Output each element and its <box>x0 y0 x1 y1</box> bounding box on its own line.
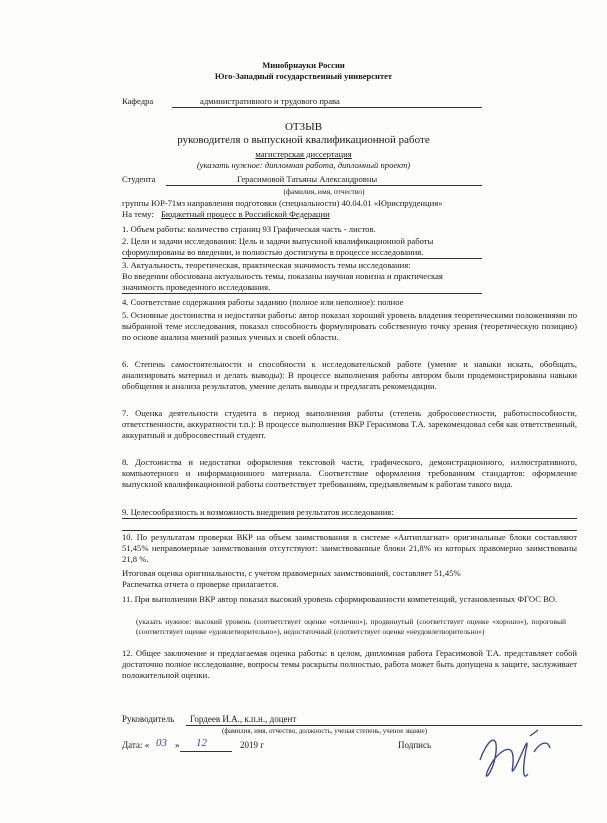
date-day: 03 <box>156 737 167 749</box>
dept-value: административного и трудового права <box>200 96 340 106</box>
ministry-name: Минобрнауки России <box>262 60 345 70</box>
item-goals-2: сформулированы во введении, и полностью достигнуты в процессе исследования. <box>122 247 424 257</box>
signature-icon <box>468 722 558 792</box>
doc-title: ОТЗЫВ <box>284 121 323 133</box>
goals-underline <box>122 258 482 259</box>
supervisor-value: Гордеев И.А., к.п.н., доцент <box>190 714 297 724</box>
student-hint: (фамилия, имя, отчество) <box>283 187 365 196</box>
item-volume: 1. Объем работы: количество страниц 93 Графическая часть - листов. <box>122 224 376 234</box>
date-label: Дата: « <box>122 740 150 750</box>
item-originality: Итоговая оценка оригинальности, с учетом правомерных заимствований, составляет 51,45% <box>122 568 461 578</box>
date-month-underline <box>180 751 232 752</box>
supervisor-label: Руководитель <box>122 714 175 724</box>
signature-label: Подпись <box>398 740 432 750</box>
item-antiplagiat: 10. По результатам проверки ВКР на объем заимствования в системе «Антиплагиат» оригинальные блоки составляют 51,45% неправомерные заимствования отсутствуют: заимствованные блоки 21,8% из которых правомерно заимствованы 21,8 %. <box>122 532 577 564</box>
item-conclusion: 12. Общее заключение и предлагаемая оценка работы: в целом, дипломная работа Герасимовой Т.А. представляет собой достаточно полное исследование, вопросы темы раскрыты полностью, работа может быть допущена к защите, заслуживает положительной оценки. <box>122 648 577 680</box>
item-independence: 6. Степень самостоятельности и способности к исследовательской работе (умение и навыки искать, обобщать, анализировать материал и делать выводы): В процессе выполнения работы автором были продемонстрированы навыки обобщения и анализа результатов, умение делать выводы и предлагать рекомендации. <box>122 359 577 391</box>
item-implementation: 9. Целесообразность и возможность внедрения результатов исследования: <box>122 507 394 517</box>
date-month: 12 <box>196 737 207 749</box>
item-relevance-3: значимость проведенного исследования. <box>122 282 271 292</box>
implementation-underline <box>122 518 577 519</box>
item-merits: 5. Основные достоинства и недостатки работы: автор показал хороший уровень владения теоретическими положениями по выбранной теме исследования, показал способность формулировать собственную точку зрения (теоретическую позицию) по основе анализа мнений разных ученых и своей области. <box>122 310 577 342</box>
work-type-hint: (указать нужное: дипломная работа, дипломный проект) <box>196 160 411 170</box>
item-relevance-1: 3. Актуальность, теоретическая, практическая значимость темы исследования: <box>122 260 411 270</box>
item-report: Распечатка отчета о проверке прилагается. <box>122 579 279 589</box>
university-name: Юго-Западный государственный университет <box>214 71 393 81</box>
supervisor-hint: (фамилия, имя, отчество, должность, ученая степень, ученое звание) <box>222 727 428 735</box>
item-formatting: 8. Достоинства и недостатки оформления текстовой части, графического, демонстрационного, иллюстративного, компьютерного и информационного материала. Соответствие оформления требованиям стандартов: оформление выпускной квалификационной работы соответствует требованиям, предъявляемым к работам такого вида. <box>122 457 577 489</box>
doc-subtitle: руководителя о выпускной квалификационной работе <box>177 134 430 146</box>
student-value: Герасимовой Татьяны Александровны <box>237 174 378 184</box>
topic-label: На тему: <box>122 209 154 219</box>
item-activity: 7. Оценка деятельности студента в период выполнения работы (степень добросовестности, работоспособности, ответственности, аккуратности т.п.): В процессе выполнения ВКР Герасимова Т.А. зарекомендовал себя как ответственный, аккуратный и добросовестный студент. <box>122 408 577 440</box>
date-year: 2019 г <box>240 740 264 750</box>
topic-value: Бюджетный процесс в Российской Федерации <box>161 209 330 219</box>
implementation-underline-2 <box>122 530 577 531</box>
date-mid: » <box>175 740 180 750</box>
item-competence-hint: (указать нужное: высокий уровень (соответствует оценке «отлично»), продвинутый (соответствует оценке «хорошо»), пороговый (соответствует оценке «удовлетворительно»), недостаточный (соответствует оценке «неудовлетворительно») <box>136 617 566 636</box>
item-competence: 11. При выполнении ВКР автор показал высокий уровень сформированности компетенций, установленных ФГОС ВО. <box>122 594 558 604</box>
item-compliance: 4. Соответствие содержания работы заданию (полное или неполное): полное <box>122 297 404 307</box>
dept-label: Кафедра <box>122 96 154 106</box>
dept-underline <box>172 107 482 108</box>
student-label: Студента <box>122 174 156 184</box>
item-goals-1: 2. Цели и задачи исследования: Цель и задачи выпускной квалификационной работы <box>122 236 434 246</box>
work-type: магистерская диссертация <box>255 149 352 159</box>
relevance-underline <box>122 293 482 294</box>
item-relevance-2: Во введении обоснована актуальность темы, показаны научная новизна и практическая <box>122 271 443 281</box>
group-line: группы ЮР-71мз направления подготовки (специальности) 40.04.01 «Юриспруденция» <box>122 198 443 208</box>
